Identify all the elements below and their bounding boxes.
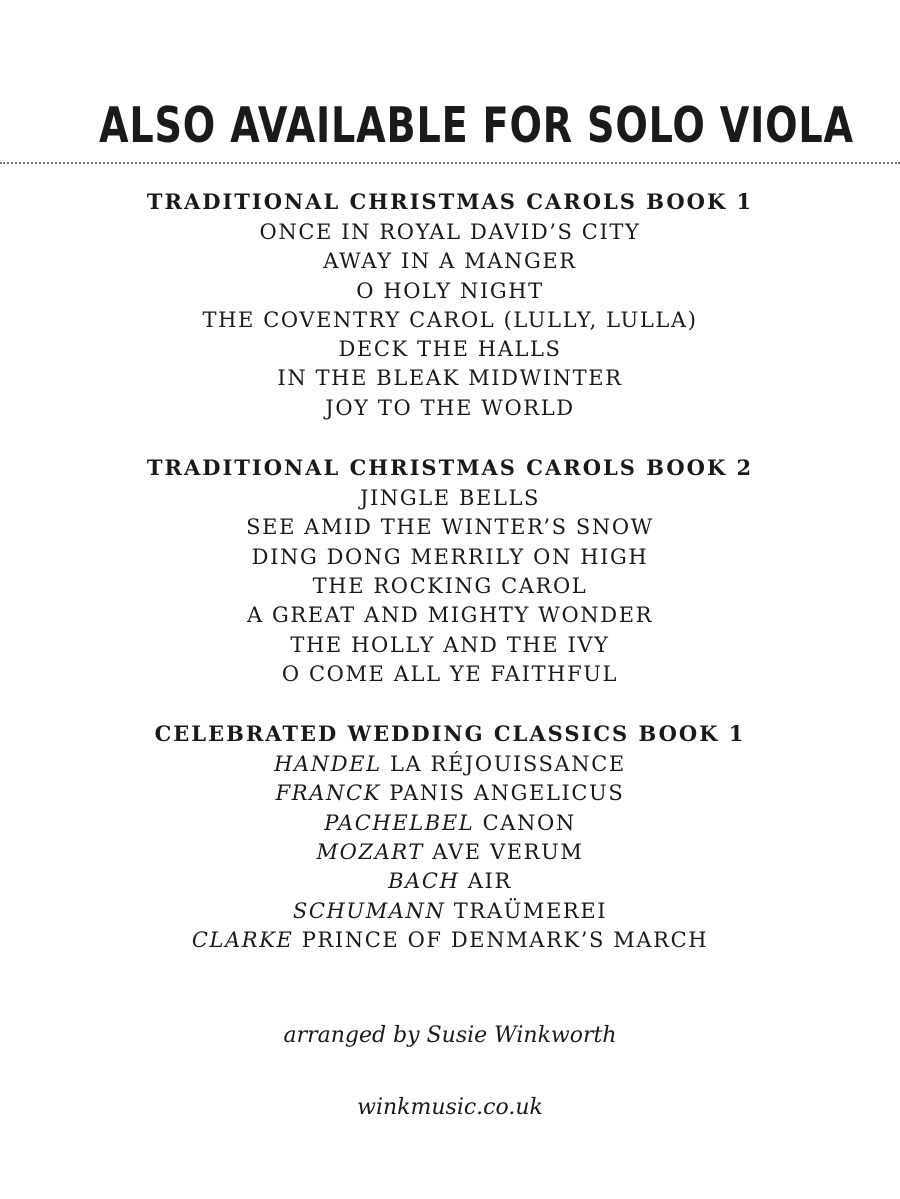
track-item [0, 543, 900, 572]
track-title: LA RÉJOUISSANCE [389, 752, 626, 777]
catalog-list [0, 186, 900, 984]
title-divider [0, 162, 900, 164]
composer-name: FRANCK [275, 781, 381, 806]
book-heading: CELEBRATED WEDDING CLASSICS BOOK 1 [154, 721, 746, 747]
composer-name: SCHUMANN [292, 898, 446, 923]
composer-name: HANDEL [274, 752, 382, 777]
composer-name: CLARKE [191, 927, 294, 952]
website-link[interactable]: winkmusic.co.uk [357, 1095, 543, 1120]
book-section [0, 452, 900, 689]
book-section [0, 186, 900, 423]
track-title: PANIS ANGELICUS [389, 781, 625, 806]
book-heading: TRADITIONAL CHRISTMAS CAROLS BOOK 2 [146, 455, 754, 481]
track-item [0, 513, 900, 542]
track-item [0, 926, 900, 955]
track-title: AIR [467, 869, 512, 894]
track-title: THE HOLLY AND THE IVY [290, 632, 610, 657]
track-title: A GREAT AND MIGHTY WONDER [246, 603, 654, 628]
track-list [0, 750, 900, 955]
arranger-credit: arranged by Susie Winkworth [283, 1023, 617, 1048]
track-item [0, 779, 900, 808]
track-item [0, 364, 900, 393]
track-item [0, 838, 900, 867]
track-item [0, 809, 900, 838]
track-title: CANON [482, 810, 576, 835]
track-list [0, 218, 900, 423]
track-item [0, 631, 900, 660]
track-item [0, 306, 900, 335]
track-title: DECK THE HALLS [338, 337, 562, 362]
track-title: AWAY IN A MANGER [323, 249, 577, 274]
track-title: THE ROCKING CAROL [312, 573, 588, 598]
track-title: O COME ALL YE FAITHFUL [281, 661, 619, 686]
track-title: SEE AMID THE WINTER’S SNOW [246, 515, 654, 540]
track-item [0, 867, 900, 896]
book-heading: TRADITIONAL CHRISTMAS CAROLS BOOK 1 [146, 189, 754, 214]
track-item [0, 572, 900, 601]
track-title: JINGLE BELLS [359, 486, 541, 511]
composer-name: BACH [388, 869, 460, 894]
track-item [0, 247, 900, 276]
track-title: PRINCE OF DENMARK’S MARCH [301, 927, 709, 952]
track-item [0, 218, 900, 247]
track-title: AVE VERUM [432, 840, 584, 865]
track-item [0, 897, 900, 926]
track-title: JOY TO THE WORLD [325, 395, 575, 420]
track-title: ONCE IN ROYAL DAVID’S CITY [259, 220, 641, 244]
track-title: TRAÜMEREI [453, 898, 608, 923]
composer-name: MOZART [316, 840, 425, 865]
book-section [0, 718, 900, 955]
track-item [0, 601, 900, 630]
track-item [0, 660, 900, 689]
track-item [0, 394, 900, 423]
track-item [0, 484, 900, 513]
track-title: DING DONG MERRILY ON HIGH [251, 544, 649, 569]
track-title: O HOLY NIGHT [356, 278, 544, 303]
page-title: ALSO AVAILABLE FOR SOLO VIOLA [99, 97, 854, 154]
track-item [0, 750, 900, 779]
track-item [0, 335, 900, 364]
track-item [0, 277, 900, 306]
composer-name: PACHELBEL [324, 810, 475, 835]
track-title: THE COVENTRY CAROL (LULLY, LULLA) [202, 307, 698, 332]
track-title: IN THE BLEAK MIDWINTER [277, 366, 623, 391]
track-list [0, 484, 900, 689]
